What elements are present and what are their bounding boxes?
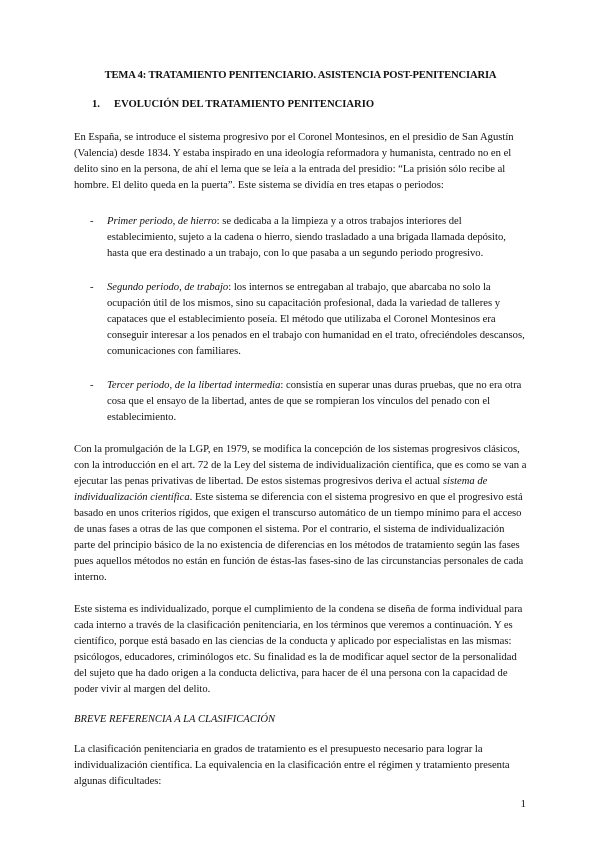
lgp-text-before: Con la promulgación de la LGP, en 1979, se modifica la concepción de los sistemas progresivos clásicos, con la introducción en el art. 72 de la Ley del sistema de individualización científica, que es como se van a ejecutar las penas privativas de libertad. De estos sistemas progresivos deriva el actual bbox=[74, 444, 527, 487]
period-label: Primer periodo, de hierro bbox=[107, 216, 217, 227]
individualized-paragraph: Este sistema es individualizado, porque el cumplimiento de la condena se diseña de forma individual para cada interno a través de la clasificación penitenciaria, en los términos que veremos a continuación. Y es científico, porque está basado en las ciencias de la conducta y aplicado por especialistas en las mismas: psicólogos, educadores, criminólogos etc. Su finalidad es la de modificar aquel sector de la personalidad del sujeto que ha dado origen a la conducta delictiva, para hacer de él una persona con la capacidad de poder vivir al margen del delito. bbox=[74, 604, 523, 695]
section-number: 1. bbox=[92, 99, 100, 110]
lgp-emphasis: sistema de individualización científica bbox=[74, 476, 488, 503]
period-text: : los internos se entregaban al trabajo, que abarcaba no solo la ocupación útil de los mismos, sino su capacitación profesional, dada la variedad de talleres y capataces que el establecimiento poseía. El método que utilizaba el Coronel Montesinos era conseguir interesar a los penados en el trabajo con humanidad en el trato, ofreciéndoles descansos, comunicaciones con familiares. bbox=[107, 282, 525, 357]
lgp-text-after: . Este sistema se diferencia con el sistema progresivo en que el progresivo está basado en unos criterios rígidos, que exigen el transcurso automático de un tiempo mínimo para el acceso de unas fases a otras de las que componen el sistema. Por el contrario, el sistema de individualización parte del principio básico de la no existencia de diferencias en los métodos de tratamiento según las fases pues aquellos métodos no están en función de éstas-las fases-sino de las circunstancias personales de cada interno. bbox=[74, 492, 524, 583]
period-label: Segundo periodo, de trabajo bbox=[107, 282, 229, 293]
dash-bullet-icon: - bbox=[90, 380, 94, 391]
section-heading bbox=[92, 99, 527, 110]
intro-paragraph: En España, se introduce el sistema progresivo por el Coronel Montesinos, en el presidio de San Agustín (Valencia) desde 1834. Y estaba inspirado en una ideología reformadora y humanista, centrado no en el delito sino en la persona, de ahí el lema que se leía a la entrada del presidio: “La prisión sólo recibe al hombre. El delito queda en la puerta”. Este sistema se dividía en tres etapas o periodos: bbox=[74, 132, 514, 191]
section-title: EVOLUCIÓN DEL TRATAMIENTO PENITENCIARIO bbox=[114, 99, 375, 110]
dash-bullet-icon: - bbox=[90, 216, 94, 227]
list-item bbox=[74, 214, 527, 262]
dash-bullet-icon: - bbox=[90, 282, 94, 293]
subheading: BREVE REFERENCIA A LA CLASIFICACIÓN bbox=[74, 714, 276, 725]
period-text: : se dedicaba a la limpieza y a otros trabajos interiores del establecimiento, sujeto a la cadena o hierro, siendo trasladado a una brigada llamada depósito, hasta que era destinado a un trabajo, con lo que pasaba a un segundo periodo progresivo. bbox=[107, 216, 506, 259]
period-label: Tercer periodo, de la libertad intermedia bbox=[107, 380, 281, 391]
list-item bbox=[74, 280, 527, 360]
classification-paragraph: La clasificación penitenciaria en grados de tratamiento es el presupuesto necesario para lograr la individualización científica. La equivalencia en la clasificación entre el régimen y tratamiento presenta algunas dificultades: bbox=[74, 744, 510, 787]
page-number: 1 bbox=[520, 798, 526, 810]
periods-list bbox=[74, 214, 527, 426]
document-page bbox=[74, 64, 527, 790]
period-text: : consistía en superar unas duras pruebas, que no era otra cosa que el ensayo de la libertad, antes de que se rompieran los vínculos del penado con el establecimiento. bbox=[107, 380, 522, 423]
document-title: TEMA 4: TRATAMIENTO PENITENCIARIO. ASISTENCIA POST-PENITENCIARIA bbox=[104, 70, 497, 81]
lgp-paragraph bbox=[74, 442, 527, 586]
list-item bbox=[74, 378, 527, 426]
